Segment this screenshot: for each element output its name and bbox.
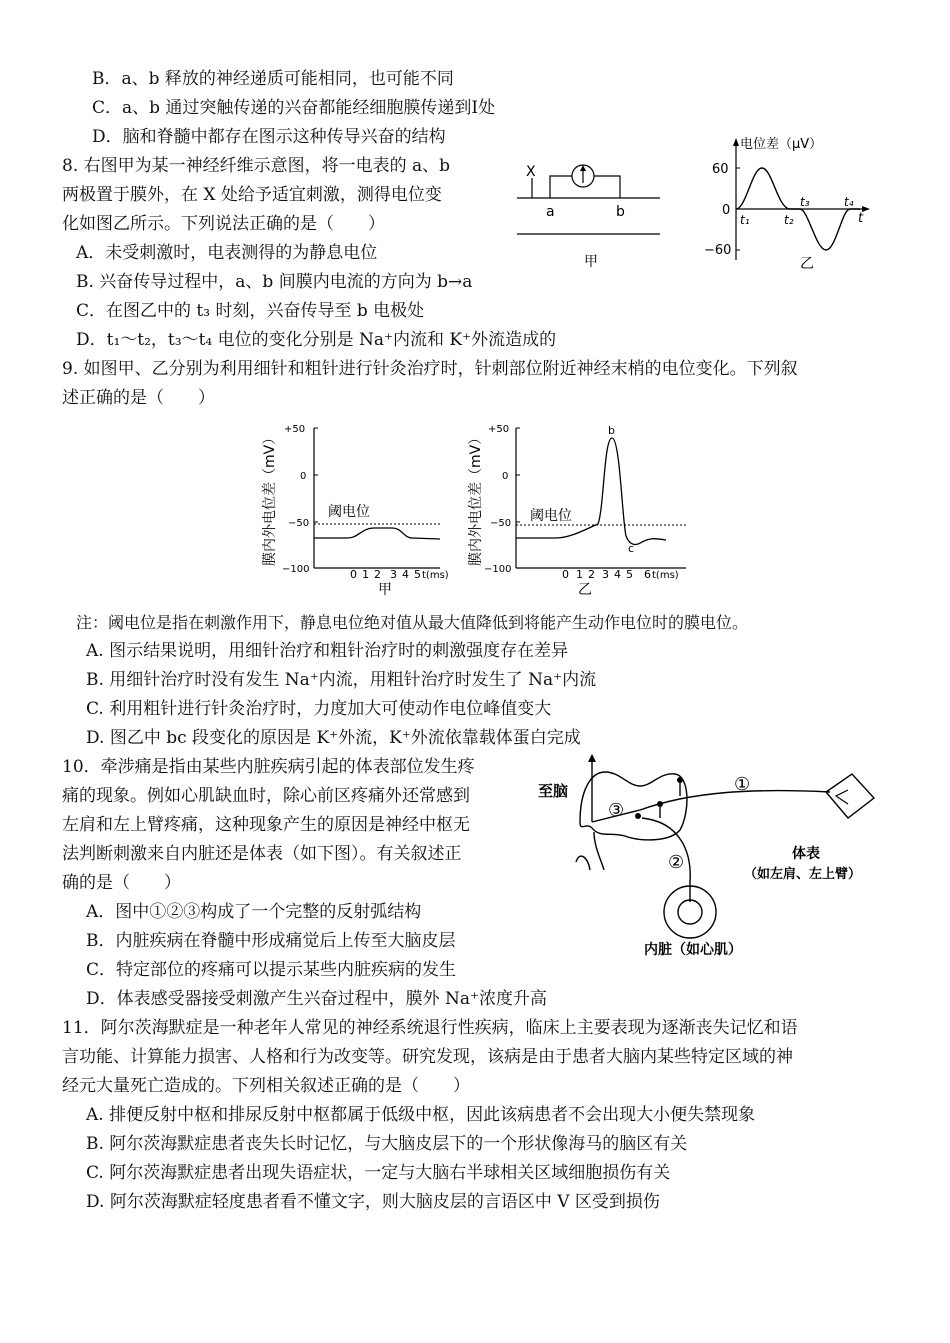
chart-yi-ytick-m50: −50 (490, 518, 512, 529)
q8-option-d: D．t₁～t₂，t₃～t₄ 电位的变化分别是 Na⁺内流和 K⁺外流造成的 (76, 330, 557, 350)
chart-yi-peak-b: b (608, 424, 615, 437)
q9-option-b: B. 用细针治疗时没有发生 Na⁺内流，用粗针治疗时发生了 Na⁺内流 (86, 670, 597, 690)
body-surface-label: 体表 (792, 846, 820, 862)
chart-jia-threshold-label: 阈电位 (328, 504, 370, 520)
chart-yi-xtick-3: 3 (602, 568, 609, 581)
chart-yi-t: t (858, 211, 864, 226)
q7-option-c: C．a、b 通过突触传递的兴奋都能经细胞膜传递到I处 (92, 98, 496, 118)
chart-jia-ylabel: 膜内外电位差（mV） (262, 430, 278, 566)
chart-yi-xtick-2: 2 (588, 568, 595, 581)
q8-option-a: A．未受刺激时，电表测得的为静息电位 (76, 243, 378, 263)
q11-option-a: A. 排便反射中枢和排尿反射中枢都属于低级中枢，因此该病患者不会出现大小便失禁现象 (86, 1105, 756, 1125)
potential-difference-chart (700, 130, 880, 270)
membrane-potential-chart-jia (262, 418, 449, 598)
figure-jia-caption: 甲 (584, 254, 598, 270)
chart-yi-xtick-6: 6 (644, 568, 651, 581)
organ-label: 内脏（如心肌） (644, 942, 742, 958)
chart-yi-y0: 0 (722, 203, 731, 218)
chart-yi-xunit: t(ms) (652, 570, 679, 581)
q9-option-c: C. 利用粗针进行针灸治疗时，力度加大可使动作电位峰值变大 (86, 699, 552, 719)
chart-yi-caption: 乙 (800, 256, 814, 272)
q10-option-c: C．特定部位的疼痛可以提示某些内脏疾病的发生 (86, 960, 457, 980)
chart-jia-xtick-0: 0 (350, 568, 357, 581)
q8-stem-1: 8. 右图甲为某一神经纤维示意图，将一电表的 a、b (62, 156, 451, 176)
chart-jia-ytick-m50: −50 (288, 518, 310, 529)
q7-option-d: D．脑和脊髓中都存在图示这种传导兴奋的结构 (92, 127, 446, 147)
to-brain-label: 至脑 (538, 782, 569, 800)
q8-stem-3: 化如图乙所示。下列说法正确的是（ ） (62, 214, 385, 234)
chart-jia-ytick-m100: −100 (282, 564, 310, 575)
chart-yi-caption-q9: 乙 (578, 582, 592, 598)
q9-option-a: A. 图示结果说明，用细针治疗和粗针治疗时的刺激强度存在差异 (86, 641, 569, 661)
chart-jia-xtick-3: 3 (390, 568, 397, 581)
chart-yi-t2: t₂ (784, 213, 794, 227)
chart-yi-xtick-4: 4 (614, 568, 621, 581)
chart-yi-y60: 60 (712, 162, 729, 177)
electrode-b-label: b (616, 204, 625, 220)
electrode-a-label: a (546, 204, 555, 220)
q11-stem-2: 言功能、计算能力损害、人格和行为改变等。研究发现，该病是由于患者大脑内某些特定区域的神 (62, 1047, 793, 1067)
chart-yi-xtick-1: 1 (576, 568, 583, 581)
referred-pain-diagram (530, 752, 890, 962)
q9-stem-1: 9. 如图甲、乙分别为利用细针和粗针进行针灸治疗时，针刺部位附近神经末梢的电位变化。下列叙 (62, 359, 798, 379)
q10-stem-5: 确的是（ ） (62, 873, 181, 893)
q11-option-d: D. 阿尔茨海默症轻度患者看不懂文字，则大脑皮层的言语区中 V 区受到损伤 (86, 1192, 660, 1212)
chart-yi-trough-c: c (628, 542, 635, 555)
chart-yi-ytick-m100: −100 (484, 564, 512, 575)
chart-yi-xtick-5: 5 (626, 568, 633, 581)
q10-option-d: D．体表感受器接受刺激产生兴奋过程中，膜外 Na⁺浓度升高 (86, 989, 548, 1009)
chart-yi-t3: t₃ (800, 195, 810, 209)
q10-stem-2: 痛的现象。例如心肌缺血时，除心前区疼痛外还常感到 (62, 786, 470, 806)
q9-note: 注：阈电位是指在刺激作用下，静息电位绝对值从最大值降低到将能产生动作电位时的膜电位。 (76, 613, 749, 632)
body-surface-note: （如左肩、左上臂） (744, 867, 862, 882)
chart-jia-caption: 甲 (378, 582, 392, 598)
chart-jia-xtick-4: 4 (402, 568, 409, 581)
q10-stem-3: 左肩和左上臂疼痛，这种现象产生的原因是神经中枢无 (62, 815, 470, 835)
chart-jia-xtick-2: 2 (374, 568, 381, 581)
chart-jia-xtick-5: 5 (414, 568, 421, 581)
q10-stem-1: 10．牵涉痛是指由某些内脏疾病引起的体表部位发生疼 (62, 757, 475, 777)
q8-stem-2: 两极置于膜外，在 X 处给予适宜刺激，测得电位变 (62, 185, 442, 205)
chart-yi-ylabel: 电位差（μV） (740, 137, 823, 152)
q11-option-b: B. 阿尔茨海默症患者丧失长时记忆，与大脑皮层下的一个形状像海马的脑区有关 (86, 1134, 688, 1154)
membrane-potential-chart-yi (466, 418, 690, 598)
circle-number-1: ① (734, 774, 751, 795)
q9-option-d: D. 图乙中 bc 段变化的原因是 K⁺外流，K⁺外流依靠载体蛋白完成 (86, 728, 581, 748)
q10-option-a: A．图中①②③构成了一个完整的反射弧结构 (86, 902, 422, 922)
q11-option-c: C. 阿尔茨海默症患者出现失语症状，一定与大脑右半球相关区域细胞损伤有关 (86, 1163, 671, 1183)
chart-yi-ytick-p50: +50 (488, 424, 510, 435)
chart-yi-ylabel-q9: 膜内外电位差（mV） (468, 430, 484, 566)
chart-yi-xtick-0: 0 (562, 568, 569, 581)
chart-yi-ym60: −60 (704, 243, 732, 258)
q10-option-b: B．内脏疾病在脊髓中形成痛觉后上传至大脑皮层 (86, 931, 456, 951)
q8-option-b: B. 兴奋传导过程中，a、b 间膜内电流的方向为 b→a (76, 272, 473, 292)
chart-yi-t4: t₄ (844, 195, 854, 209)
nerve-fiber-diagram (512, 150, 672, 270)
chart-jia-xtick-1: 1 (362, 568, 369, 581)
chart-jia-ytick-p50: +50 (284, 424, 306, 435)
chart-yi-ytick-0: 0 (502, 471, 509, 482)
q11-stem-3: 经元大量死亡造成的。下列相关叙述正确的是（ ） (62, 1076, 470, 1096)
q9-stem-2: 述正确的是（ ） (62, 388, 215, 408)
chart-jia-xunit: t(ms) (422, 570, 449, 581)
q10-stem-4: 法判断刺激来自内脏还是体表（如下图）。有关叙述正 (62, 844, 462, 864)
chart-yi-threshold-label: 阈电位 (530, 508, 572, 524)
chart-yi-t1: t₁ (740, 213, 750, 227)
q7-option-b: B．a、b 释放的神经递质可能相同，也可能不同 (92, 69, 454, 89)
circle-number-3: ③ (608, 800, 625, 821)
q11-stem-1: 11．阿尔茨海默症是一种老年人常见的神经系统退行性疾病，临床上主要表现为逐渐丧失记忆和语 (62, 1018, 798, 1038)
q8-option-c: C．在图乙中的 t₃ 时刻，兴奋传导至 b 电极处 (76, 301, 425, 321)
circle-number-2: ② (668, 852, 685, 873)
stimulus-x-label: X (526, 164, 536, 180)
chart-jia-ytick-0: 0 (300, 471, 307, 482)
